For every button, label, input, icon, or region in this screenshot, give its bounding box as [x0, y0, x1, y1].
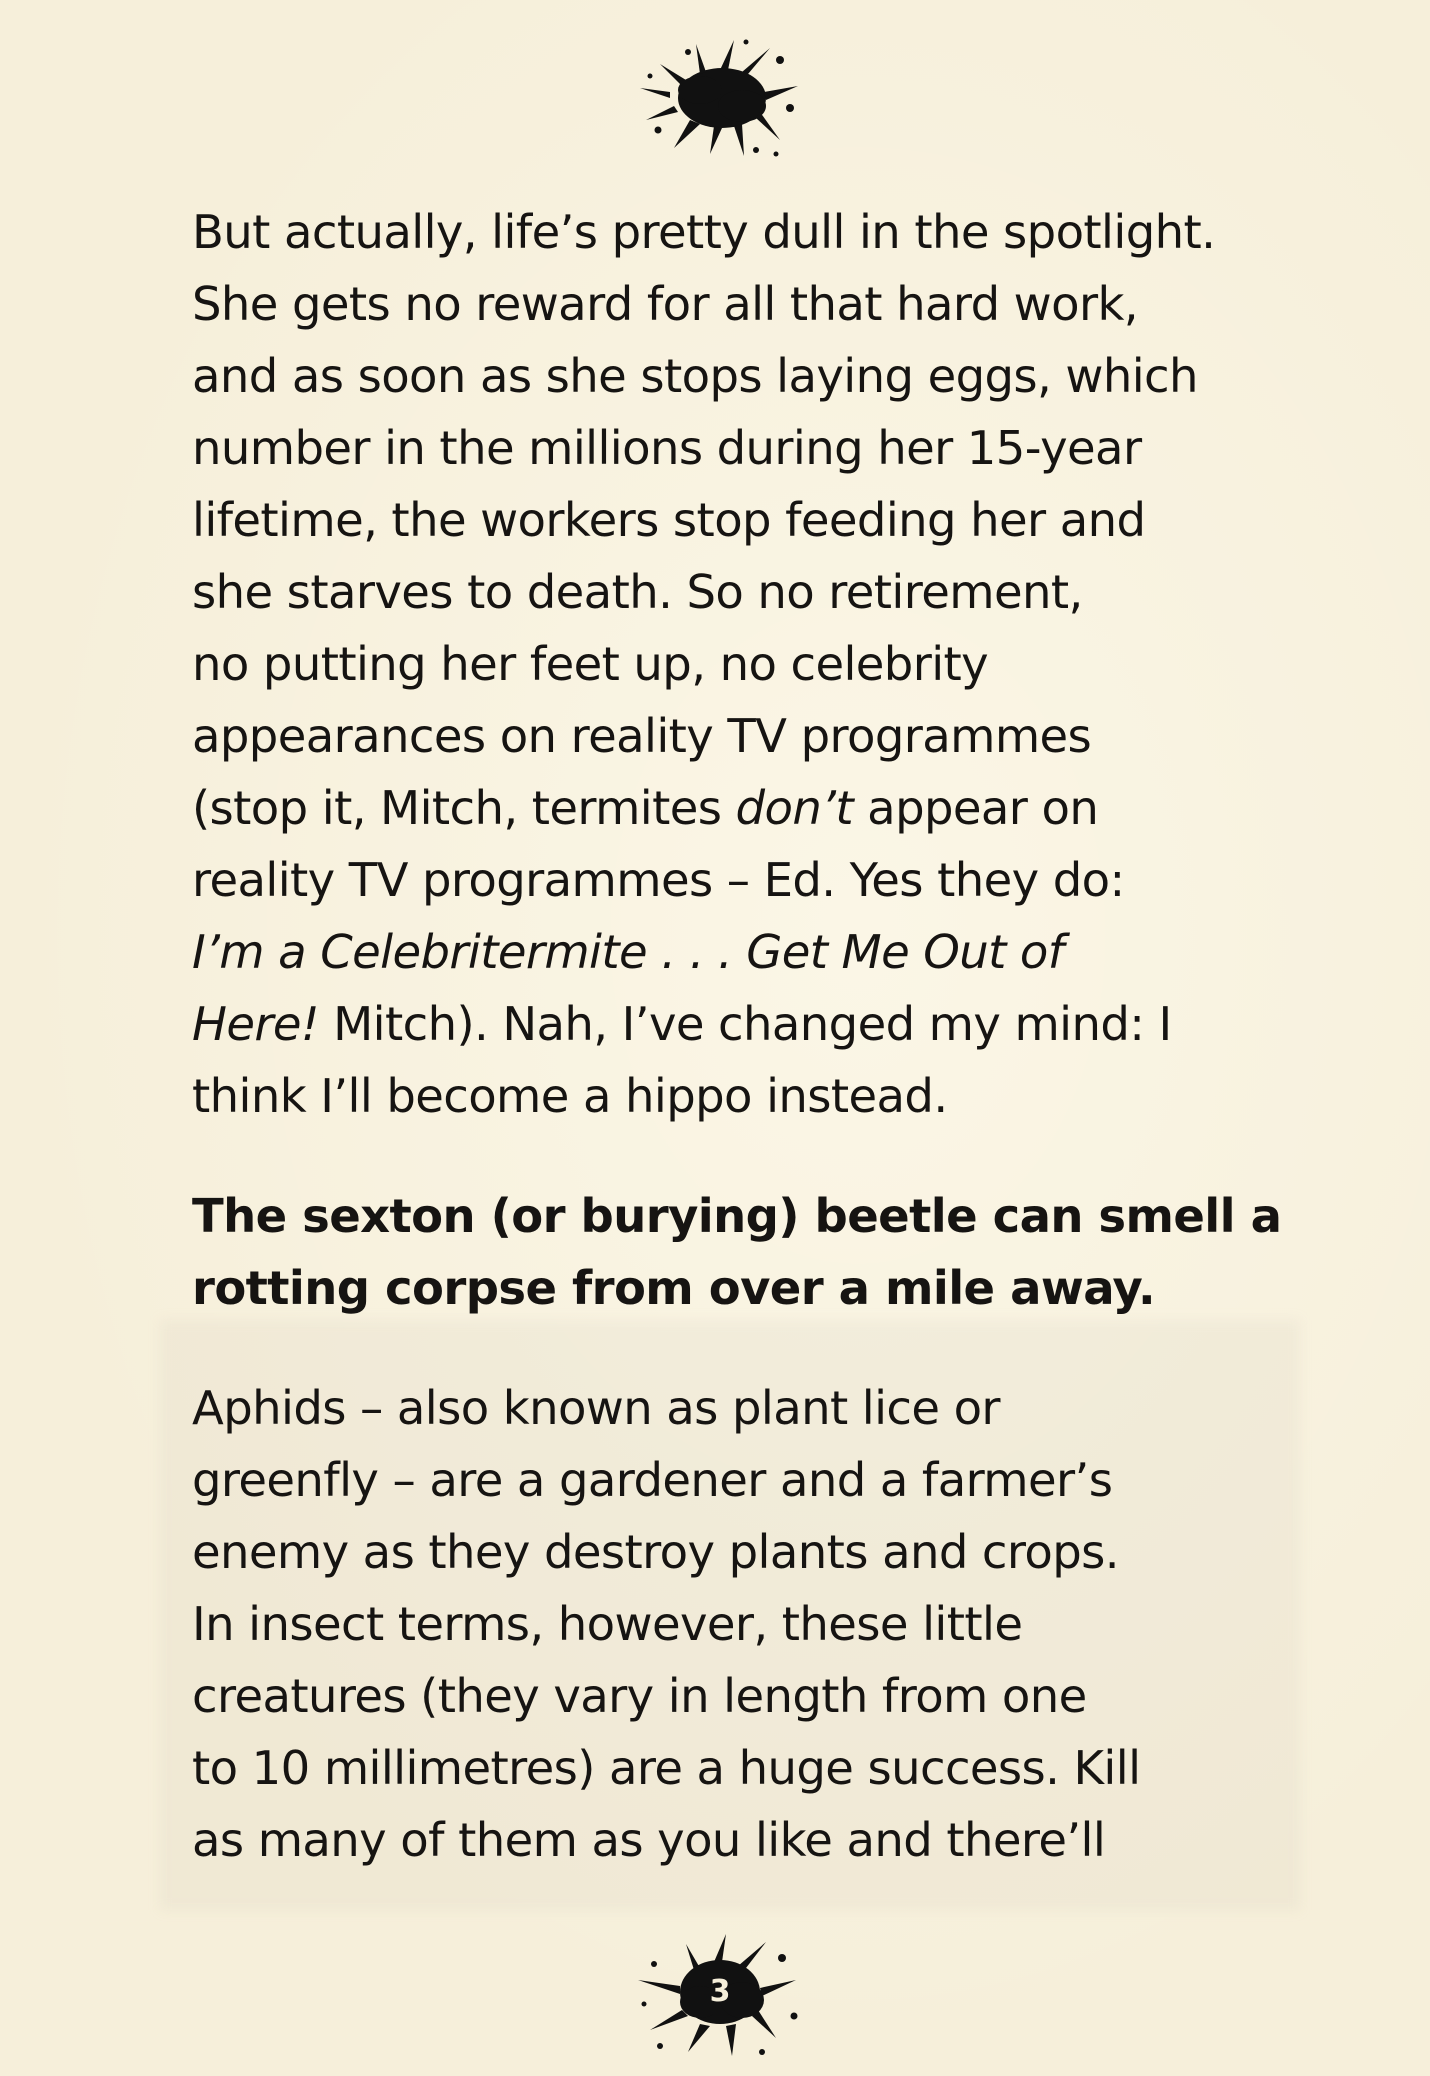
- text-segment: appear on: [853, 781, 1099, 835]
- text-line: reality TV programmes – Ed. Yes they do:: [192, 853, 1125, 907]
- page-number: 3: [709, 1974, 731, 2009]
- text-line: no putting her feet up, no celebrity: [192, 637, 989, 691]
- text-line: She gets no reward for all that hard work,: [192, 277, 1138, 331]
- text-line: lifetime, the workers stop feeding her and: [192, 493, 1146, 547]
- emphasis-text: don’t: [735, 781, 853, 835]
- paragraph-aphids: [192, 1372, 1272, 1876]
- fact-sexton-beetle: [192, 1180, 1282, 1324]
- text-line: and as soon as she stops laying eggs, which: [192, 349, 1198, 403]
- emphasis-text: Here!: [192, 997, 319, 1051]
- text-line: as many of them as you like and there’ll: [192, 1813, 1106, 1867]
- text-segment: Mitch). Nah, I’ve changed my mind: I: [318, 997, 1172, 1051]
- text-line: think I’ll become a hippo instead.: [192, 1069, 948, 1123]
- text-line: number in the millions during her 15-year: [192, 421, 1142, 475]
- paragraph-termite-queen: [192, 196, 1272, 1132]
- text-line: [192, 772, 1272, 844]
- text-line: creatures (they vary in length from one: [192, 1669, 1087, 1723]
- text-line: But actually, life’s pretty dull in the spotlight.: [192, 205, 1216, 259]
- text-line: rotting corpse from over a mile away.: [192, 1261, 1156, 1315]
- page-body-text: [192, 196, 1282, 1876]
- text-line: appearances on reality TV programmes: [192, 709, 1092, 763]
- text-line: [192, 988, 1272, 1060]
- ink-splat-icon: [630, 30, 810, 165]
- text-line: enemy as they destroy plants and crops.: [192, 1525, 1119, 1579]
- emphasis-text-line: I’m a Celebritermite . . . Get Me Out of: [192, 925, 1064, 979]
- text-line: The sexton (or burying) beetle can smell a: [192, 1189, 1282, 1243]
- text-line: to 10 millimetres) are a huge success. Kill: [192, 1741, 1141, 1795]
- text-line: she starves to death. So no retirement,: [192, 565, 1083, 619]
- text-segment: (stop it, Mitch, termites: [192, 781, 736, 835]
- text-line: greenfly – are a gardener and a farmer’s: [192, 1453, 1113, 1507]
- text-line: In insect terms, however, these little: [192, 1597, 1023, 1651]
- text-line: Aphids – also known as plant lice or: [192, 1381, 1000, 1435]
